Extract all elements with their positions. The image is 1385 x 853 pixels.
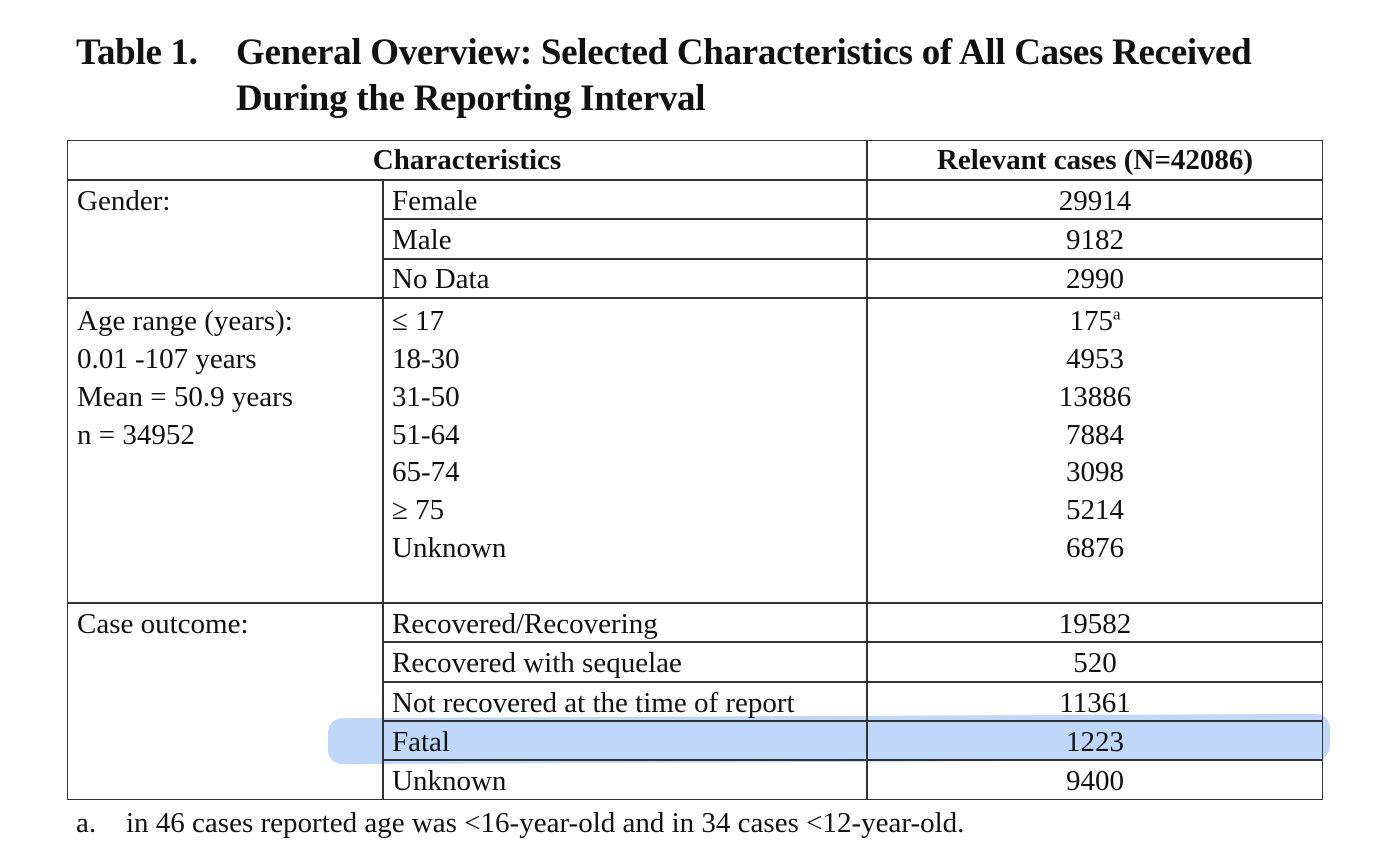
row-label: ≤ 17 bbox=[392, 305, 445, 337]
group-label-gender: Gender: bbox=[77, 185, 171, 217]
row-label: Not recovered at the time of report bbox=[392, 687, 795, 719]
row-label: Recovered/Recovering bbox=[392, 608, 658, 640]
characteristics-table bbox=[67, 140, 1323, 800]
row-label: 31-50 bbox=[392, 381, 460, 413]
row-label: Female bbox=[392, 185, 478, 217]
row-value: 13886 bbox=[1058, 381, 1132, 413]
row-value-fatal: 1223 bbox=[1066, 726, 1124, 758]
row-label: Unknown bbox=[392, 532, 507, 564]
row-value: 11361 bbox=[1059, 687, 1131, 719]
group-label-age: Age range (years): bbox=[77, 305, 293, 337]
row-value: 29914 bbox=[1058, 185, 1132, 217]
column-divider-label bbox=[382, 179, 384, 799]
row-value: 9182 bbox=[1066, 224, 1124, 256]
header-relevant-cases: Relevant cases (N=42086) bbox=[936, 144, 1254, 176]
row-label: Male bbox=[392, 224, 452, 256]
row-value: 6876 bbox=[1066, 532, 1124, 564]
row-label: No Data bbox=[392, 263, 490, 295]
footnote-reference: a bbox=[1112, 304, 1121, 324]
row-label-fatal: Fatal bbox=[392, 726, 450, 758]
caption-label: Table 1. bbox=[76, 32, 198, 73]
group-label-outcome: Case outcome: bbox=[77, 608, 249, 640]
row-value: 520 bbox=[1073, 647, 1117, 679]
row-value: 5214 bbox=[1066, 494, 1124, 526]
age-range-note: 0.01 -107 years bbox=[77, 343, 257, 375]
row-label: 18-30 bbox=[392, 343, 460, 375]
row-value: 9400 bbox=[1066, 765, 1124, 797]
header-rule bbox=[68, 179, 1322, 181]
age-n-note: n = 34952 bbox=[77, 419, 195, 451]
row-value: 2990 bbox=[1066, 263, 1124, 295]
age-mean-note: Mean = 50.9 years bbox=[77, 381, 294, 413]
row-value: 4953 bbox=[1066, 343, 1124, 375]
footnote-text: in 46 cases reported age was <16-year-old and in 34 cases <12-year-old. bbox=[126, 807, 965, 839]
row-value bbox=[868, 302, 1322, 340]
row-value: 19582 bbox=[1058, 608, 1132, 640]
row-value: 3098 bbox=[1066, 456, 1124, 488]
caption-title: General Overview: Selected Characteristics of All Cases Received During the Reporting Interval bbox=[236, 32, 1252, 119]
row-label: Unknown bbox=[392, 765, 507, 797]
row-value-number: 175 bbox=[1069, 305, 1113, 337]
group-rule bbox=[68, 602, 1322, 604]
row-label: 51-64 bbox=[392, 419, 460, 451]
header-characteristics: Characteristics bbox=[372, 144, 562, 176]
row-label: Recovered with sequelae bbox=[392, 647, 682, 679]
row-value: 7884 bbox=[1066, 419, 1124, 451]
footnote-mark: a. bbox=[76, 807, 97, 839]
row-label: 65-74 bbox=[392, 456, 460, 488]
row-label: ≥ 75 bbox=[392, 494, 445, 526]
